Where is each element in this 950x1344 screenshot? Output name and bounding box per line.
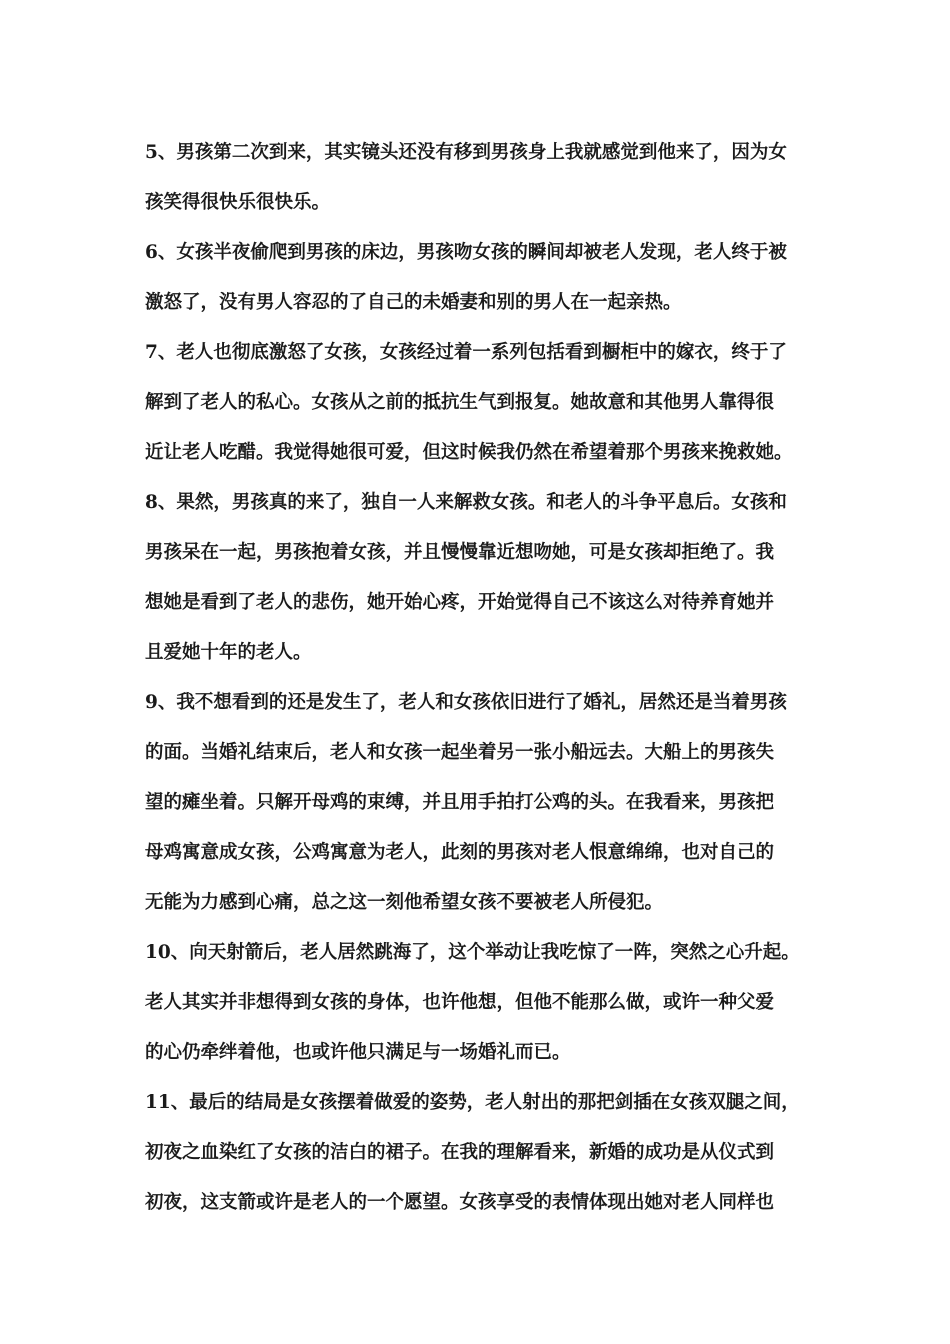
text-line-16: 无能为力感到心痛，总之这一刻他希望女孩不要被老人所侵犯。 [145, 892, 664, 913]
text-line-3: 6、女孩半夜偷爬到男孩的床边，男孩吻女孩的瞬间却被老人发现，老人终于被 [145, 242, 787, 263]
text-line-17: 10、向天射箭后，老人居然跳海了，这个举动让我吃惊了一阵，突然之心升起。 [145, 942, 800, 963]
text-line-13: 的面。当婚礼结束后，老人和女孩一起坐着另一张小船远去。大船上的男孩失 [145, 742, 775, 763]
text-line-18: 老人其实并非想得到女孩的身体，也许他想，但他不能那么做，或许一种父爱 [145, 992, 775, 1013]
text-line-15: 母鸡寓意成女孩，公鸡寓意为老人，此刻的男孩对老人恨意绵绵，也对自己的 [145, 842, 775, 863]
text-line-1: 5、男孩第二次到来，其实镜头还没有移到男孩身上我就感觉到他来了，因为女 [145, 142, 787, 163]
text-line-21: 初夜之血染红了女孩的洁白的裙子。在我的理解看来，新婚的成功是从仪式到 [145, 1142, 775, 1163]
text-line-19: 的心仍牵绊着他，也或许他只满足与一场婚礼而已。 [145, 1042, 571, 1063]
text-line-5: 7、老人也彻底激怒了女孩，女孩经过着一系列包括看到橱柜中的嫁衣，终于了 [145, 342, 787, 363]
text-line-4: 激怒了，没有男人容忍的了自己的未婚妻和别的男人在一起亲热。 [145, 292, 682, 313]
text-line-8: 8、果然，男孩真的来了，独自一人来解救女孩。和老人的斗争平息后。女孩和 [145, 492, 787, 513]
text-line-11: 且爱她十年的老人。 [145, 642, 312, 663]
text-line-22: 初夜，这支箭或许是老人的一个愿望。女孩享受的表情体现出她对老人同样也 [145, 1192, 775, 1213]
document-body [145, 128, 809, 1228]
text-line-2: 孩笑得很快乐很快乐。 [145, 192, 331, 213]
text-line-10: 想她是看到了老人的悲伤，她开始心疼，开始觉得自己不该这么对待养育她并 [145, 592, 775, 613]
text-line-9: 男孩呆在一起，男孩抱着女孩，并且慢慢靠近想吻她，可是女孩却拒绝了。我 [145, 542, 775, 563]
text-line-14: 望的瘫坐着。只解开母鸡的束缚，并且用手拍打公鸡的头。在我看来，男孩把 [145, 792, 775, 813]
text-line-20: 11、最后的结局是女孩摆着做爱的姿势，老人射出的那把剑插在女孩双腿之间， [145, 1092, 800, 1113]
text-line-7: 近让老人吃醋。我觉得她很可爱，但这时候我仍然在希望着那个男孩来挽救她。 [145, 442, 793, 463]
text-line-12: 9、我不想看到的还是发生了，老人和女孩依旧进行了婚礼，居然还是当着男孩 [145, 692, 787, 713]
text-line-6: 解到了老人的私心。女孩从之前的抵抗生气到报复。她故意和其他男人靠得很 [145, 392, 775, 413]
